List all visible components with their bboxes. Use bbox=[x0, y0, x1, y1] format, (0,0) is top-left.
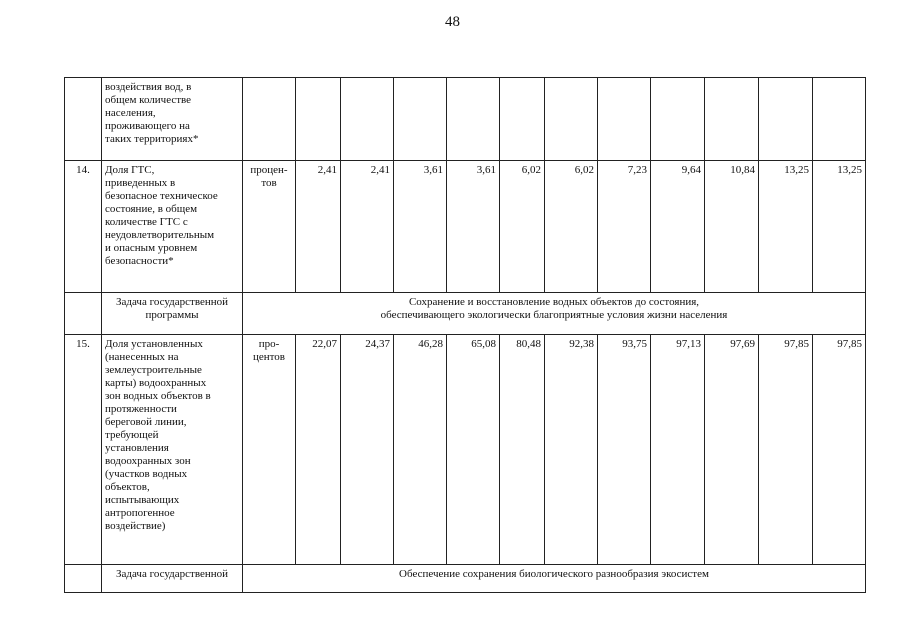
value-cell: 46,28 bbox=[394, 335, 447, 565]
value-cell bbox=[651, 78, 705, 161]
value-cell: 22,07 bbox=[296, 335, 341, 565]
task-row bbox=[65, 293, 866, 335]
row-unit: процен- тов bbox=[243, 161, 296, 293]
value-cell: 6,02 bbox=[500, 161, 545, 293]
value-cell bbox=[500, 78, 545, 161]
value-cell bbox=[447, 78, 500, 161]
task-number-cell bbox=[65, 293, 102, 335]
value-cell bbox=[759, 78, 813, 161]
value-cell: 97,85 bbox=[759, 335, 813, 565]
value-cell: 93,75 bbox=[598, 335, 651, 565]
value-cell: 7,23 bbox=[598, 161, 651, 293]
row-unit bbox=[243, 78, 296, 161]
value-cell: 13,25 bbox=[759, 161, 813, 293]
task-row bbox=[65, 565, 866, 593]
row-number bbox=[65, 78, 102, 161]
value-cell: 2,41 bbox=[296, 161, 341, 293]
value-cell bbox=[705, 78, 759, 161]
value-cell: 97,69 bbox=[705, 335, 759, 565]
value-cell: 10,84 bbox=[705, 161, 759, 293]
value-cell: 24,37 bbox=[341, 335, 394, 565]
value-cell: 6,02 bbox=[545, 161, 598, 293]
row-number: 15. bbox=[65, 335, 102, 565]
row-number: 14. bbox=[65, 161, 102, 293]
row-unit: про- центов bbox=[243, 335, 296, 565]
value-cell: 97,85 bbox=[813, 335, 866, 565]
table-row bbox=[65, 335, 866, 565]
table-row bbox=[65, 161, 866, 293]
value-cell bbox=[341, 78, 394, 161]
task-label: Задача государственной bbox=[102, 565, 243, 593]
value-cell bbox=[813, 78, 866, 161]
value-cell bbox=[296, 78, 341, 161]
table-row bbox=[65, 78, 866, 161]
task-text: Сохранение и восстановление водных объектов до состояния, обеспечивающего экологически благоприятные условия жизни населения bbox=[243, 293, 866, 335]
row-description: Доля установленных (нанесенных на землеустроительные карты) водоохранных зон водных объектов в протяженности береговой линии, требующей установления водоохранных зон (участков водных объектов, испытывающих антропогенное воздействие) bbox=[102, 335, 243, 565]
value-cell: 3,61 bbox=[447, 161, 500, 293]
task-number-cell bbox=[65, 565, 102, 593]
value-cell: 80,48 bbox=[500, 335, 545, 565]
row-description: Доля ГТС, приведенных в безопасное техническое состояние, в общем количестве ГТС с неудовлетворительным и опасным уровнем безопасности* bbox=[102, 161, 243, 293]
value-cell bbox=[394, 78, 447, 161]
value-cell: 3,61 bbox=[394, 161, 447, 293]
indicator-table bbox=[64, 77, 866, 593]
row-description: воздействия вод, в общем количестве населения, проживающего на таких территориях* bbox=[102, 78, 243, 161]
value-cell: 65,08 bbox=[447, 335, 500, 565]
task-label: Задача государственной программы bbox=[102, 293, 243, 335]
value-cell bbox=[598, 78, 651, 161]
value-cell: 97,13 bbox=[651, 335, 705, 565]
value-cell: 92,38 bbox=[545, 335, 598, 565]
page-number: 48 bbox=[445, 14, 460, 30]
value-cell: 2,41 bbox=[341, 161, 394, 293]
task-text: Обеспечение сохранения биологического разнообразия экосистем bbox=[243, 565, 866, 593]
value-cell: 13,25 bbox=[813, 161, 866, 293]
value-cell bbox=[545, 78, 598, 161]
value-cell: 9,64 bbox=[651, 161, 705, 293]
